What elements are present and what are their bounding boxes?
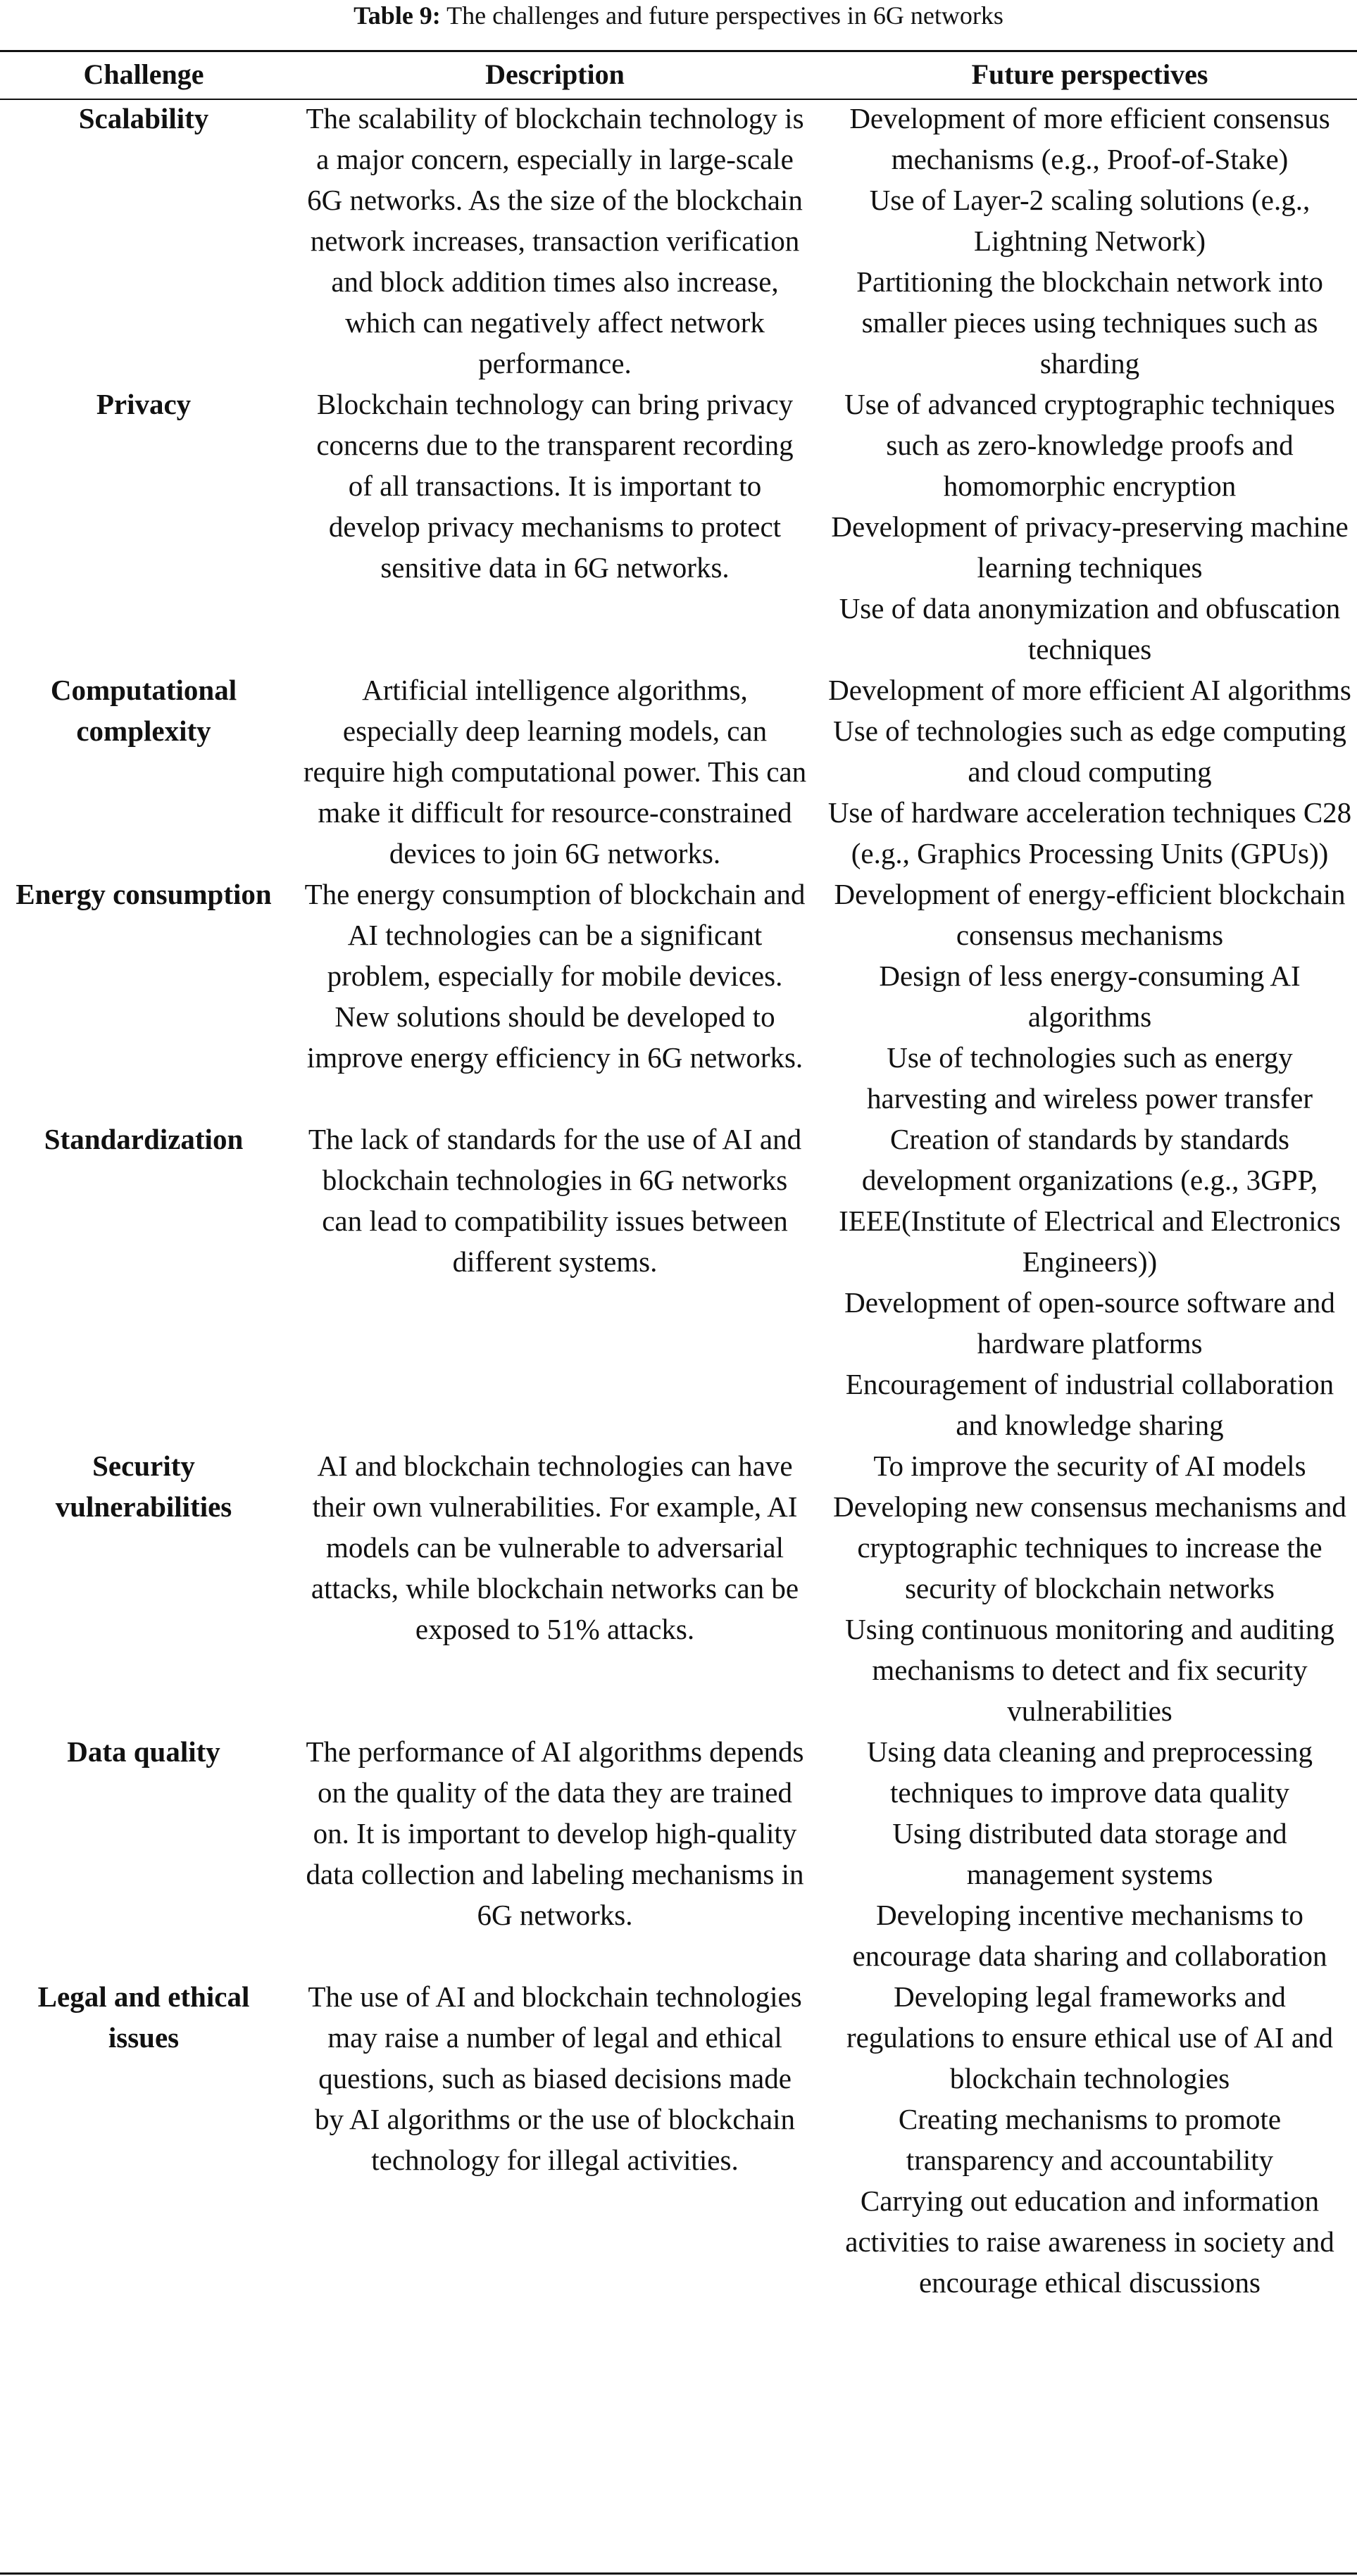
- challenge-cell: Privacy: [96, 388, 192, 420]
- table-row: [0, 1445, 1357, 1731]
- perspectives-cell: [823, 1445, 1357, 1731]
- perspectives-cell: [823, 1731, 1357, 1976]
- table-bottom-rule: [0, 2572, 1357, 2575]
- perspectives-cell: [823, 98, 1357, 384]
- table-row: [0, 1976, 1357, 2303]
- perspective-item: Development of more efficient AI algorithms: [828, 674, 1351, 706]
- description-cell: AI and blockchain technologies can have their own vulnerabilities. For example, AI models can be vulnerable to adversarial attacks, while blockchain networks can be exposed to 51% attacks.: [311, 1450, 799, 1645]
- perspective-item: Using distributed data storage and management systems: [892, 1817, 1287, 1890]
- table-row: [0, 98, 1357, 384]
- perspective-item: Creation of standards by standards development organizations (e.g., 3GPP, IEEE(Institute of Electrical and Electronics Engineers)): [839, 1123, 1341, 1278]
- perspective-item: To improve the security of AI models: [873, 1450, 1306, 1482]
- perspective-item: Use of technologies such as energy harvesting and wireless power transfer: [867, 1041, 1313, 1114]
- header-description: Description: [485, 58, 625, 90]
- perspective-item: Use of hardware acceleration techniques C28 (e.g., Graphics Processing Units (GPUs)): [827, 796, 1352, 869]
- table-row: [0, 384, 1357, 670]
- header-challenge: Challenge: [83, 58, 204, 90]
- description-cell: Blockchain technology can bring privacy concerns due to the transparent recording of all transactions. It is important to develop privacy mechanisms to protect sensitive data in 6G networks.: [316, 388, 794, 584]
- perspective-item: Development of privacy-preserving machine learning techniques: [831, 510, 1349, 584]
- header-future-perspectives: Future perspectives: [971, 58, 1208, 90]
- perspective-item: Development of more efficient consensus mechanisms (e.g., Proof-of-Stake): [849, 102, 1330, 175]
- challenge-cell: Legal and ethical issues: [37, 1980, 250, 2054]
- description-cell: The performance of AI algorithms depends on the quality of the data they are trained on. It is important to develop high-quality data collection and labeling mechanisms in 6G networks.: [306, 1735, 804, 1931]
- perspectives-cell: [823, 1119, 1357, 1445]
- table-row: [0, 1119, 1357, 1445]
- perspective-item: Developing incentive mechanisms to encourage data sharing and collaboration: [852, 1899, 1327, 1972]
- perspective-item: Using continuous monitoring and auditing mechanisms to detect and fix security vulnerabilities: [845, 1613, 1334, 1727]
- table-row: [0, 874, 1357, 1119]
- challenge-cell: Computational complexity: [50, 674, 237, 747]
- perspective-item: Design of less energy-consuming AI algorithms: [879, 960, 1301, 1033]
- perspective-item: Developing legal frameworks and regulations to ensure ethical use of AI and blockchain technologies: [846, 1980, 1334, 2094]
- perspectives-cell: [823, 1976, 1357, 2303]
- perspective-item: Partitioning the blockchain network into smaller pieces using techniques such as sharding: [856, 265, 1323, 379]
- challenge-cell: Standardization: [44, 1123, 244, 1155]
- table-caption-label: Table 9:: [354, 1, 441, 30]
- perspective-item: Developing new consensus mechanisms and cryptographic techniques to increase the security of blockchain networks: [833, 1490, 1346, 1604]
- perspective-item: Use of Layer-2 scaling solutions (e.g., Lightning Network): [869, 184, 1311, 257]
- challenge-cell: Energy consumption: [15, 878, 272, 910]
- perspectives-cell: [823, 670, 1357, 874]
- perspective-item: Development of open-source software and hardware platforms: [844, 1286, 1335, 1359]
- perspectives-cell: [823, 384, 1357, 670]
- challenge-cell: Security vulnerabilities: [55, 1450, 232, 1523]
- description-cell: The energy consumption of blockchain and AI technologies can be a significant problem, especially for mobile devices. New solutions should be developed to improve energy efficiency in 6G networks.: [304, 878, 806, 1074]
- table-header-row: [0, 51, 1357, 98]
- table-row: [0, 670, 1357, 874]
- table-caption-text: The challenges and future perspectives in 6G networks: [440, 1, 1003, 30]
- challenges-table: [0, 51, 1357, 2303]
- perspective-item: Creating mechanisms to promote transparency and accountability: [898, 2103, 1282, 2176]
- perspective-item: Encouragement of industrial collaboration and knowledge sharing: [845, 1368, 1334, 1441]
- perspective-item: Carrying out education and information activities to raise awareness in society and encourage ethical discussions: [845, 2185, 1334, 2299]
- challenge-cell: Scalability: [78, 102, 209, 134]
- perspective-item: Development of energy-efficient blockchain consensus mechanisms: [834, 878, 1346, 951]
- description-cell: The use of AI and blockchain technologies may raise a number of legal and ethical questions, such as biased decisions made by AI algorithms or the use of blockchain technology for illegal activities.: [308, 1980, 802, 2176]
- challenge-cell: Data quality: [67, 1735, 220, 1768]
- description-cell: The lack of standards for the use of AI and blockchain technologies in 6G networks can lead to compatibility issues between different systems.: [308, 1123, 802, 1278]
- description-cell: Artificial intelligence algorithms, especially deep learning models, can require high computational power. This can make it difficult for resource-constrained devices to join 6G networks.: [303, 674, 807, 869]
- perspective-item: Use of data anonymization and obfuscation techniques: [839, 592, 1341, 665]
- perspective-item: Use of technologies such as edge computing and cloud computing: [833, 715, 1346, 788]
- table-row: [0, 1731, 1357, 1976]
- perspective-item: Use of advanced cryptographic techniques such as zero-knowledge proofs and homomorphic encryption: [844, 388, 1335, 502]
- perspectives-cell: [823, 874, 1357, 1119]
- table-caption: [0, 0, 1357, 34]
- perspective-item: Using data cleaning and preprocessing techniques to improve data quality: [866, 1735, 1313, 1809]
- description-cell: The scalability of blockchain technology is a major concern, especially in large-scale 6G networks. As the size of the blockchain network increases, transaction verification and block addition times also increase, which can negatively affect network performance.: [306, 102, 804, 379]
